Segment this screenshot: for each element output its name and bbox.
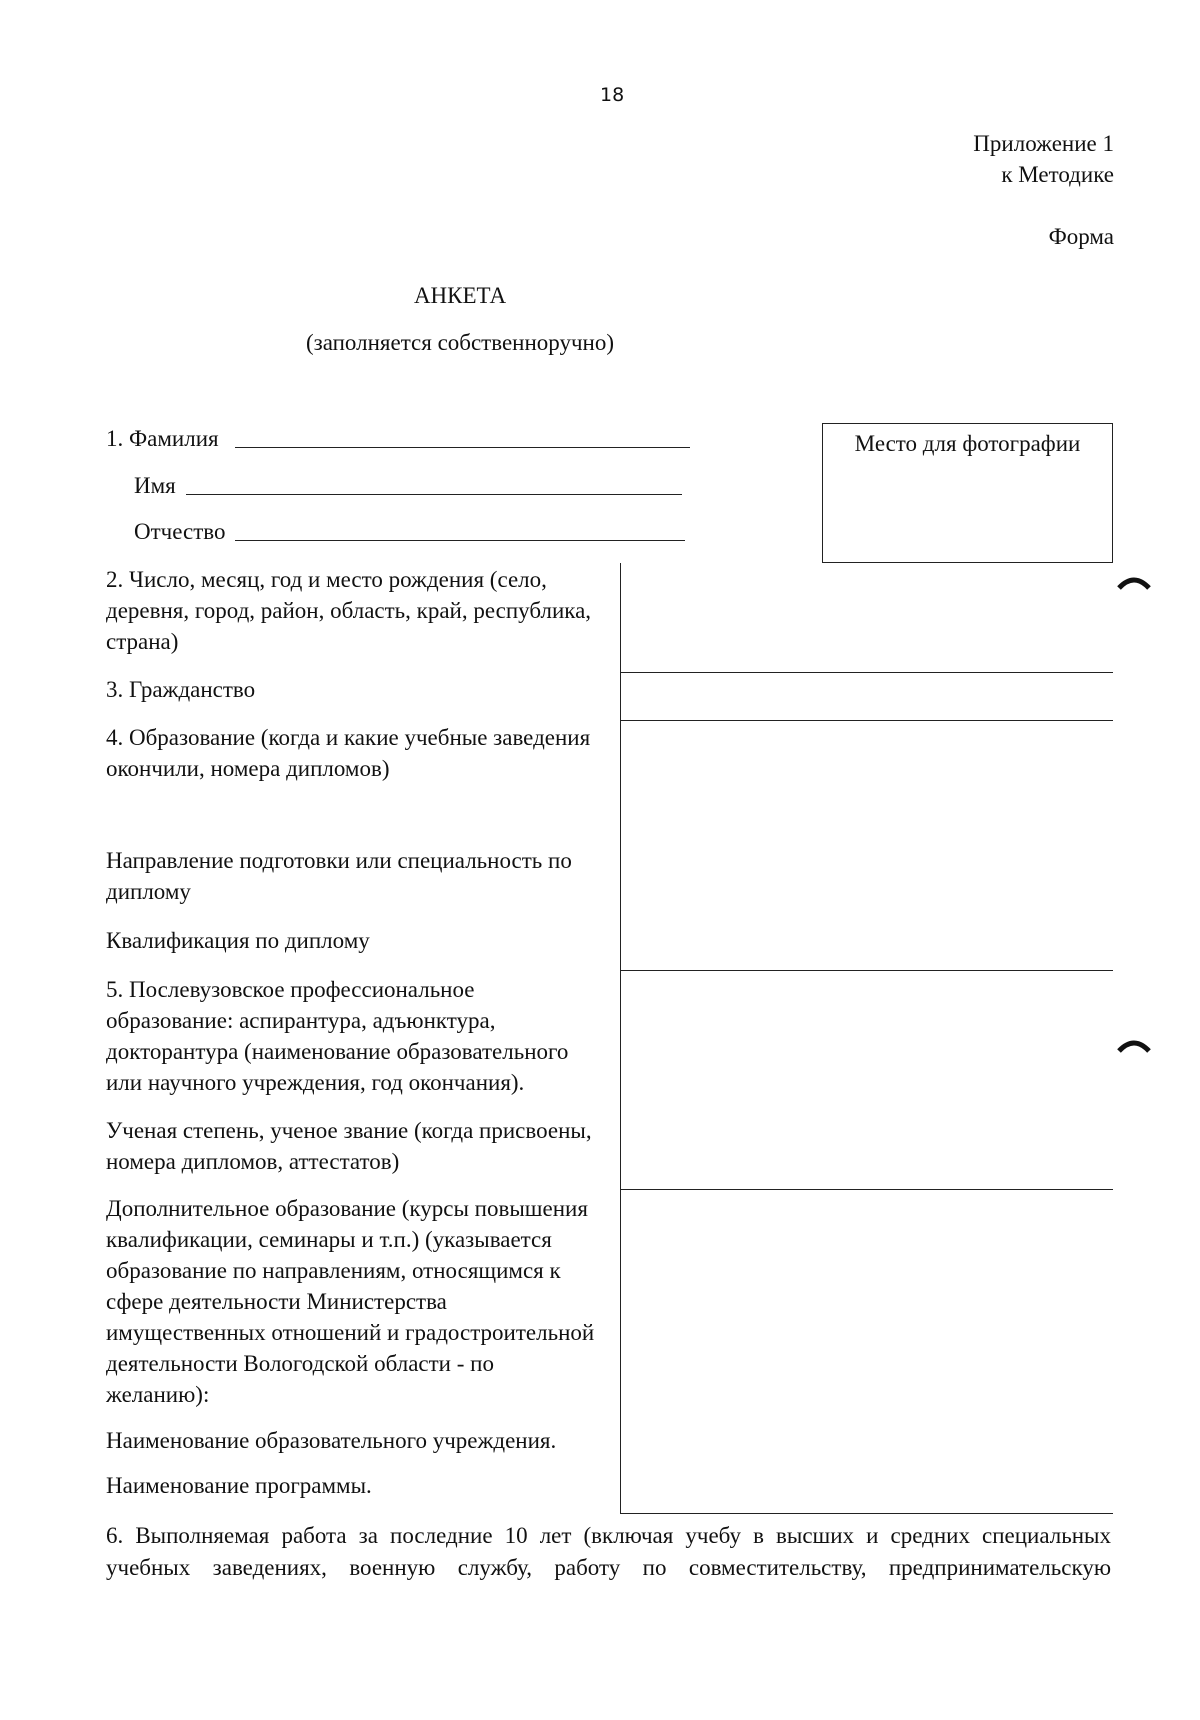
question-education-qualification: Квалификация по диплому [106,928,370,953]
name-label: Имя [134,473,176,498]
patronymic-label: Отчество [134,519,226,544]
question-citizenship: 3. Гражданство [106,677,256,702]
appendix-line-1: Приложение 1 [973,131,1114,156]
question-work-line-2: учебных заведениях, военную службу, работу по совместительству, предпринимательскую [106,1555,1111,1580]
question-institution-name: Наименование образовательного учреждения. [106,1428,557,1453]
page-number: 18 [600,84,625,106]
question-postgraduate: 5. Послевузовское профессиональное образование: аспирантура, адъюнктура, докторантура (наименование образовательного или научного учреждения, год окончания). [106,977,569,1095]
answer-postgraduate[interactable] [622,972,1112,1187]
row-divider-q2 [620,672,1113,673]
patronymic-field[interactable] [235,540,685,541]
question-education-direction: Направление подготовки или специальность по диплому [106,848,572,904]
document-subtitle: (заполняется собственноручно) [305,330,615,355]
row-divider-add-edu [620,1513,1113,1514]
name-field[interactable] [186,494,682,495]
row-divider-q3 [620,720,1113,721]
row-divider-q4 [620,970,1113,971]
photo-box[interactable] [822,423,1113,563]
question-birth: 2. Число, месяц, год и место рождения (село, деревня, город, район, область, край, республика, страна) [106,567,592,654]
answer-additional-education[interactable] [622,1191,1112,1511]
answer-birth[interactable] [622,564,1112,670]
question-academic-degree: Ученая степень, ученое звание (когда присвоены, номера дипломов, аттестатов) [106,1118,592,1174]
binder-hole-mark [1116,1033,1152,1055]
question-additional-education: Дополнительное образование (курсы повышения квалификации, семинары и т.п.) (указывается образование по направлениям, относящимся к сфере деятельности Министерства имущественных отношений и градостроительной деятельности Вологодской области - по желанию): [106,1196,595,1407]
question-work-line-1: 6. Выполняемая работа за последние 10 лет (включая учебу в высших и средних специальных [106,1523,1111,1548]
form-label: Форма [1048,224,1114,249]
binder-hole-mark [1116,570,1152,592]
question-education: 4. Образование (когда и какие учебные заведения окончили, номера дипломов) [106,725,591,781]
photo-placeholder-label: Место для фотографии [854,431,1081,456]
surname-field[interactable] [235,447,690,448]
question-program-name: Наименование программы. [106,1473,372,1498]
document-title: АНКЕТА [413,283,507,308]
answer-education[interactable] [622,722,1112,968]
appendix-line-2: к Методике [1001,162,1114,187]
row-divider-q5 [620,1189,1113,1190]
answer-citizenship[interactable] [622,674,1112,718]
surname-label: 1. Фамилия [106,426,219,451]
